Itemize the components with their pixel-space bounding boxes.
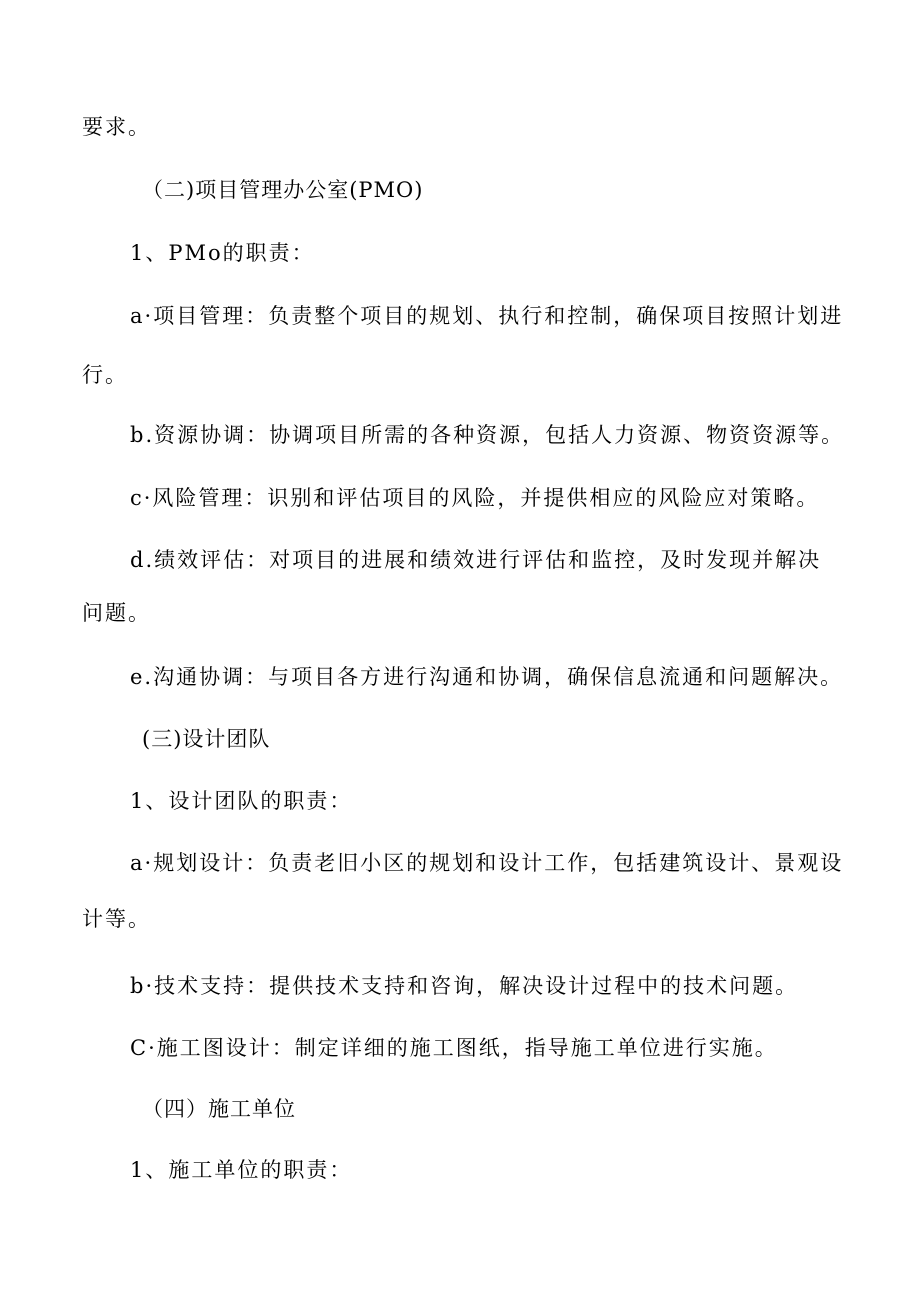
section-heading-design-team: (三)设计团队 — [142, 727, 271, 751]
list-item-a-planning-design: a·规划设计：负责老旧小区的规划和设计工作，包括建筑设计、景观设 — [130, 851, 844, 875]
list-item-c-construction-drawing: C·施工图设计：制定详细的施工图纸，指导施工单位进行实施。 — [130, 1036, 778, 1060]
list-item-b-resource-coordination: b.资源协调：协调项目所需的各种资源，包括人力资源、物资资源等。 — [130, 423, 845, 447]
subheading-pmo-duties: 1、PMo的职责： — [130, 241, 315, 265]
text-line-continuation: 行。 — [82, 363, 128, 387]
list-item-e-communication: e.沟通协调：与项目各方进行沟通和协调，确保信息流通和问题解决。 — [130, 665, 844, 689]
list-item-a-project-management: a·项目管理：负责整个项目的规划、执行和控制，确保项目按照计划进 — [130, 304, 844, 328]
text-line-continuation: 计等。 — [82, 907, 151, 931]
list-item-b-technical-support: b·技术支持：提供技术支持和咨询，解决设计过程中的技术问题。 — [130, 974, 799, 998]
subheading-design-team-duties: 1、设计团队的职责： — [130, 789, 353, 813]
section-heading-construction-unit: （四）施工单位 — [142, 1097, 296, 1121]
list-item-d-performance-evaluation: d.绩效评估：对项目的进展和绩效进行评估和监控，及时发现并解决 — [130, 548, 822, 572]
text-line-continuation: 要求。 — [82, 115, 151, 139]
text-line-continuation: 问题。 — [82, 601, 151, 625]
subheading-construction-unit-duties: 1、施工单位的职责： — [130, 1158, 353, 1182]
list-item-c-risk-management: c·风险管理：识别和评估项目的风险，并提供相应的风险应对策略。 — [130, 486, 820, 510]
section-heading-pmo: （二)项目管理办公室(PMO) — [142, 178, 424, 202]
